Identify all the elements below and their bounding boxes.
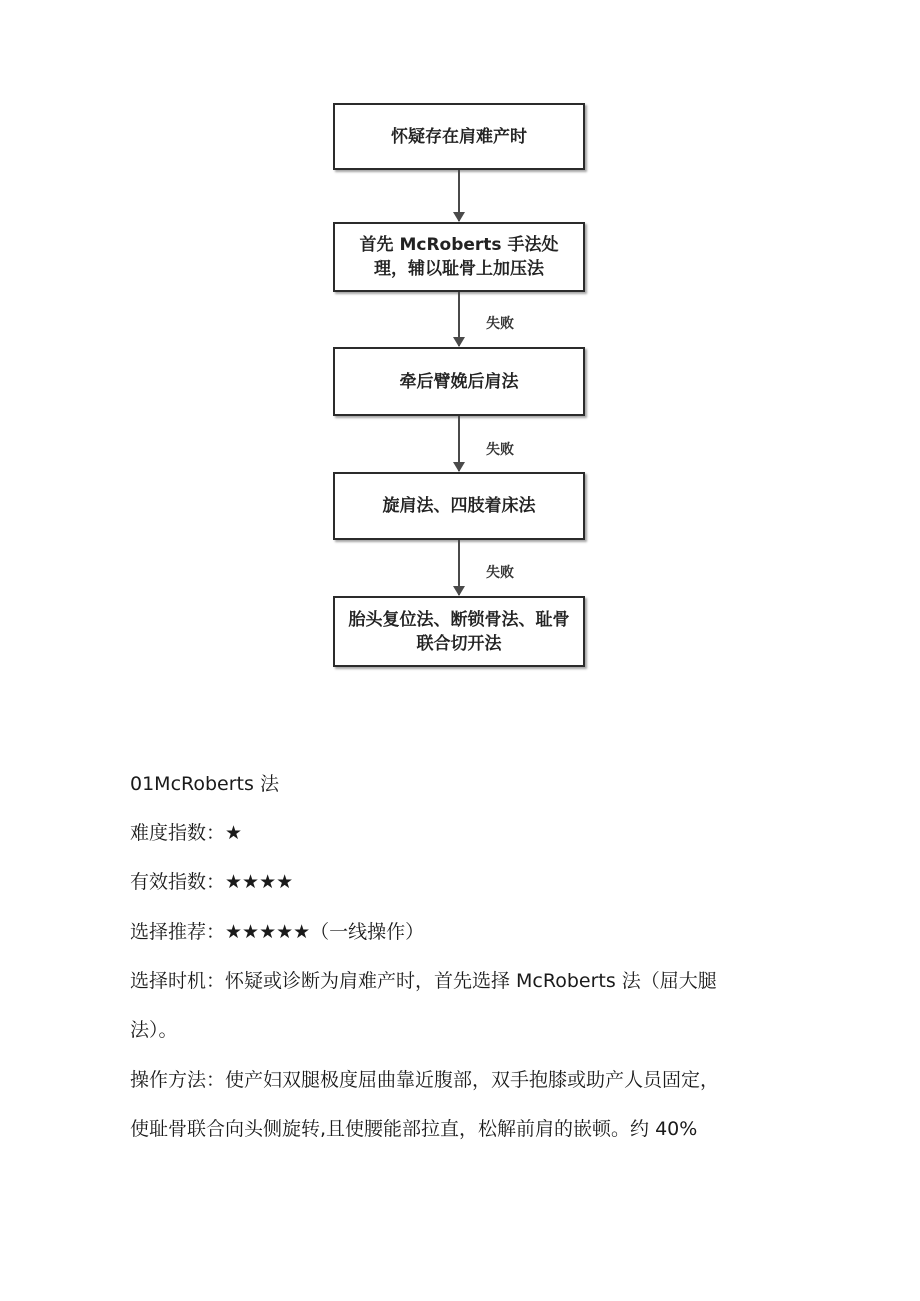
timing-paragraph-line: 法）。 [130,1019,178,1041]
flow-fail-label: 失败 [486,565,514,581]
method-paragraph-line: 使耻骨联合向头侧旋转,且使腰能部拉直，松解前肩的嵌顿。约 40% [130,1118,698,1140]
flow-fail-label: 失败 [486,442,514,458]
flow-fail-label: 失败 [486,316,514,332]
flow-arrow [458,540,460,595]
flow-arrow [458,292,460,346]
flow-step-suspect-dystocia: 怀疑存在肩难产时 [333,103,585,170]
flow-arrow [458,170,460,221]
difficulty-rating: 难度指数：★ [130,822,243,844]
flow-step-posterior-arm: 牵后臂娩后肩法 [333,347,585,416]
timing-paragraph-line: 选择时机：怀疑或诊断为肩难产时，首先选择 McRoberts 法（屈大腿 [130,970,717,992]
flow-step-last-resort: 胎头复位法、断锁骨法、耻骨联合切开法 [333,596,585,667]
flow-arrow [458,416,460,471]
flow-step-mcroberts: 首先 McRoberts 手法处理，辅以耻骨上加压法 [333,222,585,292]
flow-step-rotation: 旋肩法、四肢着床法 [333,472,585,540]
method-paragraph-line: 操作方法：使产妇双腿极度屈曲靠近腹部，双手抱膝或助产人员固定， [130,1069,720,1091]
section-heading: 01McRoberts 法 [130,773,279,795]
recommendation-rating: 选择推荐：★★★★★（一线操作） [130,921,425,943]
effectiveness-rating: 有效指数：★★★★ [130,871,294,893]
